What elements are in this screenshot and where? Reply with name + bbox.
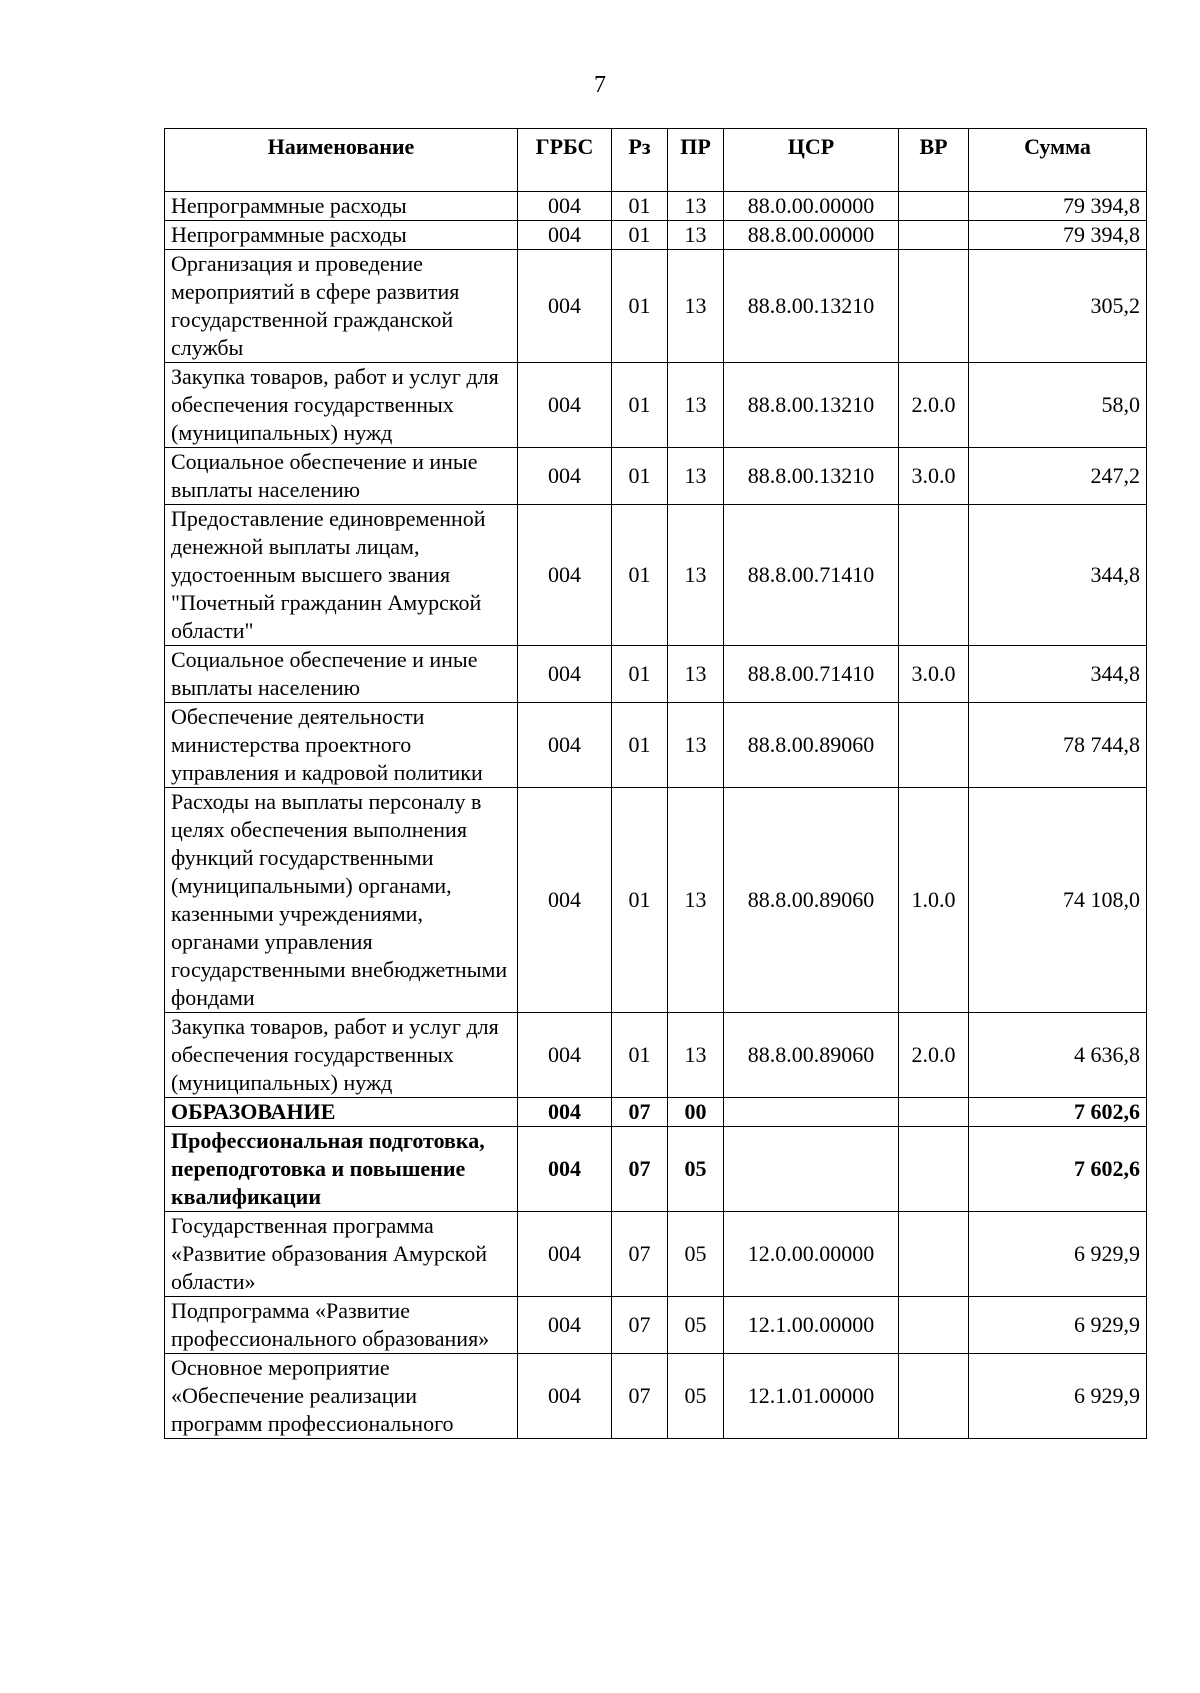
cell-grbs: 004	[518, 703, 612, 788]
cell-vr: 1.0.0	[899, 788, 969, 1013]
cell-sum: 78 744,8	[969, 703, 1147, 788]
cell-csr: 12.0.00.00000	[724, 1212, 899, 1297]
cell-grbs: 004	[518, 1297, 612, 1354]
cell-name: Основное мероприятие «Обеспечение реализации программ профессионального	[165, 1354, 518, 1439]
table-row	[165, 1354, 1147, 1439]
cell-pr: 13	[668, 363, 724, 448]
cell-sum: 6 929,9	[969, 1212, 1147, 1297]
cell-vr	[899, 703, 969, 788]
table-row	[165, 788, 1147, 1013]
cell-sum: 305,2	[969, 250, 1147, 363]
table-row	[165, 1013, 1147, 1098]
header-grbs: ГРБС	[518, 129, 612, 192]
cell-grbs: 004	[518, 646, 612, 703]
cell-grbs: 004	[518, 250, 612, 363]
cell-csr: 88.8.00.71410	[724, 505, 899, 646]
cell-rz: 07	[612, 1212, 668, 1297]
cell-name: Организация и проведение мероприятий в сфере развития государственной гражданской службы	[165, 250, 518, 363]
cell-rz: 01	[612, 1013, 668, 1098]
budget-table	[164, 128, 1147, 1439]
cell-vr	[899, 1297, 969, 1354]
header-name: Наименование	[165, 129, 518, 192]
cell-rz: 07	[612, 1354, 668, 1439]
cell-rz: 07	[612, 1127, 668, 1212]
cell-grbs: 004	[518, 363, 612, 448]
cell-vr	[899, 1098, 969, 1127]
cell-csr: 88.8.00.13210	[724, 250, 899, 363]
cell-sum: 247,2	[969, 448, 1147, 505]
cell-vr	[899, 192, 969, 221]
cell-csr: 12.1.01.00000	[724, 1354, 899, 1439]
cell-csr	[724, 1098, 899, 1127]
header-rz: Рз	[612, 129, 668, 192]
cell-sum: 79 394,8	[969, 221, 1147, 250]
cell-csr: 88.8.00.89060	[724, 788, 899, 1013]
table-row	[165, 703, 1147, 788]
cell-sum: 79 394,8	[969, 192, 1147, 221]
cell-name: Подпрограмма «Развитие профессионального образования»	[165, 1297, 518, 1354]
cell-name: Профессиональная подготовка, переподготовка и повышение квалификации	[165, 1127, 518, 1212]
cell-sum: 4 636,8	[969, 1013, 1147, 1098]
cell-grbs: 004	[518, 1212, 612, 1297]
cell-name: Закупка товаров, работ и услуг для обеспечения государственных (муниципальных) нужд	[165, 1013, 518, 1098]
table-row	[165, 363, 1147, 448]
cell-name: Государственная программа «Развитие образования Амурской области»	[165, 1212, 518, 1297]
cell-vr	[899, 1354, 969, 1439]
cell-pr: 13	[668, 448, 724, 505]
cell-vr	[899, 1127, 969, 1212]
cell-sum: 7 602,6	[969, 1098, 1147, 1127]
cell-grbs: 004	[518, 1354, 612, 1439]
cell-name: Закупка товаров, работ и услуг для обеспечения государственных (муниципальных) нужд	[165, 363, 518, 448]
header-vr: ВР	[899, 129, 969, 192]
table-row	[165, 1098, 1147, 1127]
cell-grbs: 004	[518, 221, 612, 250]
cell-rz: 01	[612, 363, 668, 448]
table-row	[165, 646, 1147, 703]
cell-sum: 7 602,6	[969, 1127, 1147, 1212]
header-pr: ПР	[668, 129, 724, 192]
cell-name: Социальное обеспечение и иные выплаты населению	[165, 448, 518, 505]
cell-pr: 05	[668, 1354, 724, 1439]
table-row	[165, 192, 1147, 221]
cell-sum: 344,8	[969, 646, 1147, 703]
cell-csr: 88.8.00.13210	[724, 448, 899, 505]
cell-vr	[899, 1212, 969, 1297]
table-row	[165, 1127, 1147, 1212]
cell-vr	[899, 505, 969, 646]
cell-rz: 01	[612, 448, 668, 505]
cell-csr: 12.1.00.00000	[724, 1297, 899, 1354]
cell-pr: 05	[668, 1297, 724, 1354]
cell-pr: 00	[668, 1098, 724, 1127]
cell-grbs: 004	[518, 505, 612, 646]
cell-name: Непрограммные расходы	[165, 221, 518, 250]
cell-rz: 01	[612, 250, 668, 363]
cell-vr: 3.0.0	[899, 448, 969, 505]
table-row	[165, 1297, 1147, 1354]
cell-name: Расходы на выплаты персоналу в целях обеспечения выполнения функций государственными (муниципальными) органами, казенными учреждениями, органами управления государственными внебюджетными фондами	[165, 788, 518, 1013]
cell-rz: 01	[612, 646, 668, 703]
cell-sum: 6 929,9	[969, 1297, 1147, 1354]
cell-csr: 88.8.00.89060	[724, 703, 899, 788]
cell-pr: 13	[668, 788, 724, 1013]
cell-rz: 01	[612, 703, 668, 788]
cell-vr: 3.0.0	[899, 646, 969, 703]
table-header-row	[165, 129, 1147, 192]
cell-pr: 05	[668, 1127, 724, 1212]
cell-csr: 88.8.00.13210	[724, 363, 899, 448]
cell-name: Предоставление единовременной денежной выплаты лицам, удостоенным высшего звания "Почетный гражданин Амурской области"	[165, 505, 518, 646]
cell-rz: 01	[612, 221, 668, 250]
cell-grbs: 004	[518, 1098, 612, 1127]
table-row	[165, 505, 1147, 646]
cell-rz: 01	[612, 192, 668, 221]
cell-name: Обеспечение деятельности министерства проектного управления и кадровой политики	[165, 703, 518, 788]
cell-pr: 13	[668, 703, 724, 788]
header-csr: ЦСР	[724, 129, 899, 192]
cell-pr: 13	[668, 646, 724, 703]
cell-pr: 13	[668, 250, 724, 363]
cell-vr: 2.0.0	[899, 363, 969, 448]
cell-csr: 88.8.00.00000	[724, 221, 899, 250]
cell-csr: 88.0.00.00000	[724, 192, 899, 221]
table-row	[165, 1212, 1147, 1297]
page-number: 7	[594, 72, 606, 98]
cell-pr: 13	[668, 221, 724, 250]
cell-sum: 74 108,0	[969, 788, 1147, 1013]
cell-sum: 6 929,9	[969, 1354, 1147, 1439]
cell-grbs: 004	[518, 788, 612, 1013]
cell-grbs: 004	[518, 448, 612, 505]
cell-sum: 58,0	[969, 363, 1147, 448]
cell-vr	[899, 250, 969, 363]
cell-pr: 05	[668, 1212, 724, 1297]
cell-rz: 01	[612, 788, 668, 1013]
cell-name: Непрограммные расходы	[165, 192, 518, 221]
cell-pr: 13	[668, 505, 724, 646]
cell-name: ОБРАЗОВАНИЕ	[165, 1098, 518, 1127]
cell-rz: 07	[612, 1098, 668, 1127]
cell-grbs: 004	[518, 192, 612, 221]
cell-pr: 13	[668, 1013, 724, 1098]
cell-csr: 88.8.00.89060	[724, 1013, 899, 1098]
cell-sum: 344,8	[969, 505, 1147, 646]
table-body	[165, 192, 1147, 1439]
header-sum: Сумма	[969, 129, 1147, 192]
table-row	[165, 221, 1147, 250]
cell-rz: 07	[612, 1297, 668, 1354]
cell-name: Социальное обеспечение и иные выплаты населению	[165, 646, 518, 703]
cell-grbs: 004	[518, 1013, 612, 1098]
table-row	[165, 250, 1147, 363]
cell-vr: 2.0.0	[899, 1013, 969, 1098]
cell-grbs: 004	[518, 1127, 612, 1212]
cell-csr: 88.8.00.71410	[724, 646, 899, 703]
cell-csr	[724, 1127, 899, 1212]
cell-vr	[899, 221, 969, 250]
cell-rz: 01	[612, 505, 668, 646]
table-row	[165, 448, 1147, 505]
cell-pr: 13	[668, 192, 724, 221]
